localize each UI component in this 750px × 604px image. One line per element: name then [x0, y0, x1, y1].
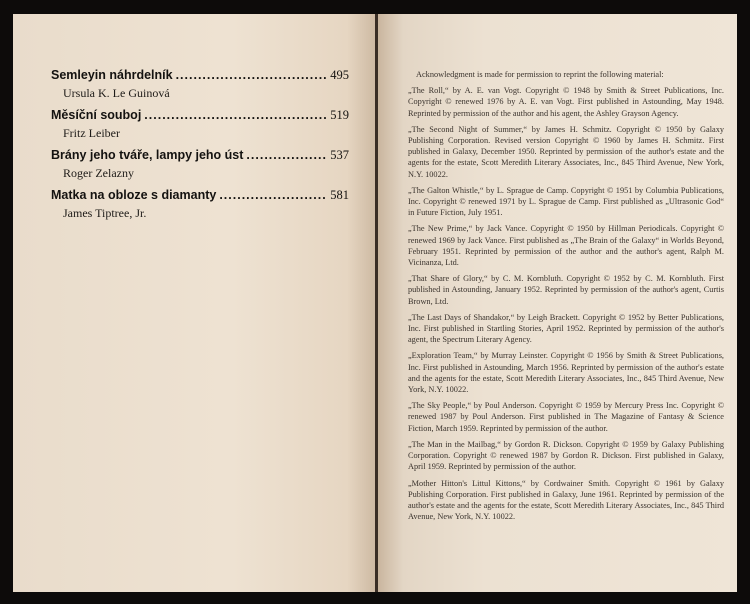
- acknowledgment-item: [408, 478, 724, 523]
- toc-author: James Tiptree, Jr.: [63, 206, 147, 220]
- toc-author: Fritz Leiber: [63, 126, 120, 140]
- acknowledgment-item: [408, 124, 724, 180]
- table-of-contents: [51, 67, 349, 227]
- toc-page-number: 495: [330, 68, 349, 82]
- toc-line: [51, 107, 349, 123]
- toc-title: Semleyin náhrdelník: [51, 68, 173, 82]
- acknowledgment-text: „The New Prime,“ by Jack Vance. Copyright © 1950 by Hillman Periodicals. Copyright © renewed 1969 by Jack Vance. First published as „The Brain of the Galaxy“ in Worlds Beyond, February 1951. Reprinted by permission of the author and the author's agent, Ralph M. Vicinanza, Ltd.: [408, 224, 724, 268]
- toc-page-number: 581: [330, 188, 349, 202]
- acknowledgment-item: [408, 350, 724, 395]
- toc-title: Měsíční souboj: [51, 108, 142, 122]
- acknowledgment-text: „The Man in the Mailbag,“ by Gordon R. Dickson. Copyright © 1959 by Galaxy Publishing Corporation. Copyright © renewed 1987 by Gordon R. Dickson. First published in Galaxy, April 1959. Reprinted by permission of the author.: [408, 439, 724, 472]
- toc-leader-dots: [246, 147, 327, 163]
- acknowledgment-item: [408, 85, 724, 119]
- toc-line: [51, 187, 349, 203]
- acknowledgment-item: [408, 185, 724, 219]
- toc-entry: [51, 147, 349, 181]
- acknowledgment-text: „The Second Night of Summer,“ by James H. Schmitz. Copyright © 1950 by Galaxy Publishing Corporation. Revised version Copyright © 1960 by James H. Schmitz. First published in Galaxy, December 1950. Reprinted by permission of the author's estate and the agents for the estate, Scott Meredith Literary Associates, Inc., 845 Third Avenue, New York, N.Y. 10022.: [408, 124, 724, 179]
- right-page: [378, 14, 737, 592]
- acknowledgment-text: „The Last Days of Shandakor,“ by Leigh Brackett. Copyright © 1952 by Better Publications, Inc. First published in Startling Stories, April 1952. Reprinted by permission of the author's agent, the Spectrum Literary Agency.: [408, 312, 724, 345]
- toc-author: Ursula K. Le Guinová: [63, 86, 170, 100]
- acknowledgment-text: „The Roll,“ by A. E. van Vogt. Copyright © 1948 by Smith & Street Publications, Inc. Copyright © renewed 1976 by A. E. van Vogt. First published in Astounding, May 1948. Reprinted by permission of the author and his agent, the Ashley Grayson Agency.: [408, 86, 724, 118]
- toc-entry: [51, 107, 349, 141]
- acknowledgment-item: [408, 273, 724, 307]
- toc-page-number: 537: [330, 148, 349, 162]
- toc-title: Matka na obloze s diamanty: [51, 188, 217, 202]
- acknowledgments: [408, 69, 724, 527]
- acknowledgment-text: „Exploration Team,“ by Murray Leinster. Copyright © 1956 by Smith & Street Publications, Inc. First published in Astounding, March 1956. Reprinted by permission of the author's estate and the agents for the estate, Scott Meredith Literary Associates, Inc., 845 Third Avenue, New York, N.Y. 10022.: [408, 351, 724, 395]
- acknowledgment-item: [408, 223, 724, 268]
- toc-title: Brány jeho tváře, lampy jeho úst: [51, 148, 244, 162]
- toc-author: Roger Zelazny: [63, 166, 134, 180]
- toc-leader-dots: [144, 107, 327, 123]
- acknowledgment-text: „The Sky People,“ by Poul Anderson. Copyright © 1959 by Mercury Press Inc. Copyright © renewed 1987 by Poul Anderson. First published in The Magazine of Fantasy & Science Fiction, March 1959. Reprinted by permission of the author.: [408, 401, 724, 433]
- acknowledgment-text: „That Share of Glory,“ by C. M. Kornbluth. Copyright © 1952 by C. M. Kornbluth. First published in Astounding, January 1952. Reprinted by permission of the author's agent, Curtis Brown, Ltd.: [408, 274, 724, 306]
- toc-leader-dots: [219, 187, 327, 203]
- toc-page-number: 519: [330, 108, 349, 122]
- toc-line: [51, 67, 349, 83]
- toc-leader-dots: [176, 67, 328, 83]
- acknowledgment-text: „The Galton Whistle,“ by L. Sprague de Camp. Copyright © 1951 by Columbia Publications, Inc. Copyright © renewed 1971 by L. Sprague de Camp. First published as „Ultrasonic God“ in Future Fiction, July 1951.: [408, 185, 724, 218]
- acknowledgment-item: [408, 400, 724, 434]
- left-page: [13, 14, 376, 592]
- acknowledgments-intro: Acknowledgment is made for permission to reprint the following material:: [416, 70, 664, 79]
- acknowledgment-text: „Mother Hitton's Littul Kittons,“ by Cordwainer Smith. Copyright © 1961 by Galaxy Publishing Corporation. First published in Galaxy, June 1961. Reprinted by permission of the author's estate and the agents for the estate, Scott Meredith Literary Associates, Inc., 845 Third Avenue, New York, N.Y. 10022.: [408, 478, 724, 522]
- toc-line: [51, 147, 349, 163]
- toc-entry: [51, 67, 349, 101]
- acknowledgment-item: [408, 439, 724, 473]
- open-book: [13, 14, 737, 592]
- acknowledgment-item: [408, 312, 724, 346]
- toc-entry: [51, 187, 349, 221]
